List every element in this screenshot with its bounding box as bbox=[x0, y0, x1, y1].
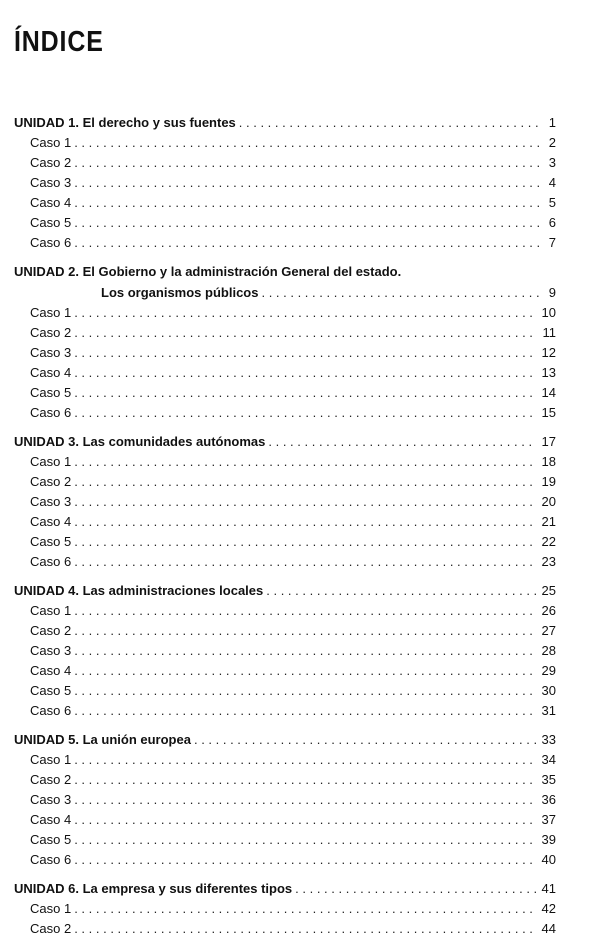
page-number: 36 bbox=[541, 792, 556, 807]
case-label: Caso 3 bbox=[30, 494, 72, 509]
toc-unit-4 bbox=[14, 580, 556, 721]
toc-case-entry[interactable] bbox=[14, 641, 556, 661]
toc-case-entry[interactable] bbox=[14, 233, 556, 253]
dot-leader bbox=[74, 492, 535, 512]
unit-title: UNIDAD 5. La unión europea bbox=[14, 732, 191, 747]
case-label: Caso 2 bbox=[30, 623, 72, 638]
dot-leader bbox=[194, 729, 536, 750]
dot-leader bbox=[74, 532, 535, 552]
toc-case-entry[interactable] bbox=[14, 770, 556, 790]
page-number: 3 bbox=[548, 155, 556, 170]
toc-case-entry[interactable] bbox=[14, 343, 556, 363]
page-number: 34 bbox=[541, 752, 556, 767]
toc-case-entry[interactable] bbox=[14, 899, 556, 919]
case-label: Caso 3 bbox=[30, 792, 72, 807]
page-number: 42 bbox=[541, 901, 556, 916]
toc-case-entry[interactable] bbox=[14, 452, 556, 472]
page-number: 25 bbox=[541, 583, 556, 598]
unit-title: UNIDAD 3. Las comunidades autónomas bbox=[14, 434, 266, 449]
dot-leader bbox=[74, 213, 539, 233]
page-number: 30 bbox=[541, 683, 556, 698]
dot-leader bbox=[239, 112, 543, 133]
case-label: Caso 3 bbox=[30, 643, 72, 658]
dot-leader bbox=[268, 431, 535, 452]
toc-case-entry[interactable] bbox=[14, 810, 556, 830]
toc-case-entry[interactable] bbox=[14, 532, 556, 552]
toc-case-entry[interactable] bbox=[14, 403, 556, 423]
dot-leader bbox=[261, 282, 542, 303]
page-number: 27 bbox=[541, 623, 556, 638]
case-label: Caso 6 bbox=[30, 235, 72, 250]
toc-case-entry[interactable] bbox=[14, 750, 556, 770]
case-label: Caso 1 bbox=[30, 454, 72, 469]
case-label: Caso 4 bbox=[30, 812, 72, 827]
case-label: Caso 1 bbox=[30, 135, 72, 150]
toc-unit-6 bbox=[14, 878, 556, 939]
page-number: 44 bbox=[541, 921, 556, 936]
case-label: Caso 5 bbox=[30, 832, 72, 847]
dot-leader bbox=[74, 621, 535, 641]
toc-unit-1 bbox=[14, 112, 556, 253]
dot-leader bbox=[74, 343, 535, 363]
page-number: 15 bbox=[541, 405, 556, 420]
page-number: 13 bbox=[541, 365, 556, 380]
dot-leader bbox=[74, 472, 535, 492]
page-number: 28 bbox=[541, 643, 556, 658]
toc-case-entry[interactable] bbox=[14, 661, 556, 681]
page-number: 9 bbox=[548, 285, 556, 300]
page-number: 23 bbox=[541, 554, 556, 569]
page-number: 35 bbox=[541, 772, 556, 787]
page-number: 31 bbox=[541, 703, 556, 718]
unit-subtitle: Los organismos públicos bbox=[101, 285, 259, 300]
case-label: Caso 4 bbox=[30, 365, 72, 380]
unit-title: UNIDAD 6. La empresa y sus diferentes tipos bbox=[14, 881, 293, 896]
page-number: 40 bbox=[541, 852, 556, 867]
toc-case-entry[interactable] bbox=[14, 701, 556, 721]
toc-unit-entry-line-1[interactable] bbox=[14, 261, 556, 282]
page-number: 2 bbox=[548, 135, 556, 150]
page-number: 20 bbox=[541, 494, 556, 509]
page-number: 4 bbox=[548, 175, 556, 190]
toc-unit-entry[interactable] bbox=[14, 112, 556, 133]
dot-leader bbox=[74, 810, 535, 830]
toc-case-entry[interactable] bbox=[14, 790, 556, 810]
case-label: Caso 6 bbox=[30, 554, 72, 569]
case-label: Caso 4 bbox=[30, 663, 72, 678]
case-label: Caso 2 bbox=[30, 772, 72, 787]
dot-leader bbox=[74, 750, 535, 770]
case-label: Caso 5 bbox=[30, 683, 72, 698]
page-number: 12 bbox=[541, 345, 556, 360]
page-number: 37 bbox=[541, 812, 556, 827]
toc-case-entry[interactable] bbox=[14, 919, 556, 939]
dot-leader bbox=[74, 661, 535, 681]
dot-leader bbox=[74, 681, 535, 701]
page-number: 33 bbox=[541, 732, 556, 747]
dot-leader bbox=[295, 878, 535, 899]
unit-title: UNIDAD 4. Las administraciones locales bbox=[14, 583, 264, 598]
case-label: Caso 6 bbox=[30, 703, 72, 718]
toc-case-entry[interactable] bbox=[14, 193, 556, 213]
page-number: 11 bbox=[542, 325, 556, 340]
dot-leader bbox=[74, 173, 539, 193]
dot-leader bbox=[74, 452, 535, 472]
case-label: Caso 2 bbox=[30, 155, 72, 170]
case-label: Caso 1 bbox=[30, 901, 72, 916]
case-label: Caso 6 bbox=[30, 405, 72, 420]
page-number: 1 bbox=[548, 115, 556, 130]
toc-case-entry[interactable] bbox=[14, 552, 556, 572]
case-label: Caso 1 bbox=[30, 603, 72, 618]
toc-unit-5 bbox=[14, 729, 556, 870]
dot-leader bbox=[74, 153, 539, 173]
toc-case-entry[interactable] bbox=[14, 133, 556, 153]
toc-case-entry[interactable] bbox=[14, 850, 556, 870]
dot-leader bbox=[74, 133, 539, 153]
toc-case-entry[interactable] bbox=[14, 830, 556, 850]
page-number: 21 bbox=[541, 514, 556, 529]
dot-leader bbox=[74, 601, 535, 621]
case-label: Caso 4 bbox=[30, 195, 72, 210]
toc-case-entry[interactable] bbox=[14, 601, 556, 621]
page-number: 41 bbox=[541, 881, 556, 896]
toc-unit-entry-line-2[interactable] bbox=[14, 282, 556, 303]
page-title: ÍNDICE bbox=[14, 26, 104, 58]
toc-case-entry[interactable] bbox=[14, 173, 556, 193]
dot-leader bbox=[74, 701, 535, 721]
page-number: 17 bbox=[541, 434, 556, 449]
case-label: Caso 4 bbox=[30, 514, 72, 529]
case-label: Caso 5 bbox=[30, 385, 72, 400]
toc-unit-entry[interactable] bbox=[14, 580, 556, 601]
dot-leader bbox=[74, 403, 535, 423]
toc-case-entry[interactable] bbox=[14, 681, 556, 701]
page-number: 6 bbox=[548, 215, 556, 230]
toc-unit-3 bbox=[14, 431, 556, 572]
toc-case-entry[interactable] bbox=[14, 363, 556, 383]
case-label: Caso 6 bbox=[30, 852, 72, 867]
dot-leader bbox=[74, 899, 535, 919]
dot-leader bbox=[74, 850, 535, 870]
dot-leader bbox=[74, 363, 535, 383]
dot-leader bbox=[74, 323, 536, 343]
dot-leader bbox=[74, 790, 535, 810]
dot-leader bbox=[74, 830, 535, 850]
page-number: 5 bbox=[548, 195, 556, 210]
dot-leader bbox=[74, 919, 535, 939]
case-label: Caso 3 bbox=[30, 345, 72, 360]
toc-unit-entry[interactable] bbox=[14, 878, 556, 899]
case-label: Caso 2 bbox=[30, 474, 72, 489]
page-number: 18 bbox=[541, 454, 556, 469]
dot-leader bbox=[74, 383, 535, 403]
dot-leader bbox=[74, 303, 535, 323]
page-number: 26 bbox=[541, 603, 556, 618]
toc-case-entry[interactable] bbox=[14, 512, 556, 532]
case-label: Caso 5 bbox=[30, 534, 72, 549]
dot-leader bbox=[74, 552, 535, 572]
toc-case-entry[interactable] bbox=[14, 472, 556, 492]
toc-case-entry[interactable] bbox=[14, 153, 556, 173]
dot-leader bbox=[74, 641, 535, 661]
dot-leader bbox=[74, 233, 539, 253]
dot-leader bbox=[266, 580, 535, 601]
table-of-contents bbox=[14, 112, 556, 947]
case-label: Caso 1 bbox=[30, 305, 72, 320]
toc-case-entry[interactable] bbox=[14, 383, 556, 403]
dot-leader bbox=[74, 512, 535, 532]
page-number: 10 bbox=[541, 305, 556, 320]
page-number: 7 bbox=[548, 235, 556, 250]
case-label: Caso 2 bbox=[30, 921, 72, 936]
toc-case-entry[interactable] bbox=[14, 303, 556, 323]
page-number: 22 bbox=[541, 534, 556, 549]
case-label: Caso 1 bbox=[30, 752, 72, 767]
page-number: 14 bbox=[541, 385, 556, 400]
case-label: Caso 2 bbox=[30, 325, 72, 340]
page-number: 19 bbox=[541, 474, 556, 489]
case-label: Caso 3 bbox=[30, 175, 72, 190]
case-label: Caso 5 bbox=[30, 215, 72, 230]
dot-leader bbox=[74, 770, 535, 790]
toc-unit-2 bbox=[14, 261, 556, 423]
unit-title: UNIDAD 2. El Gobierno y la administración General del estado. bbox=[14, 264, 402, 279]
unit-title: UNIDAD 1. El derecho y sus fuentes bbox=[14, 115, 236, 130]
toc-unit-entry[interactable] bbox=[14, 729, 556, 750]
toc-unit-entry[interactable] bbox=[14, 431, 556, 452]
toc-case-entry[interactable] bbox=[14, 323, 556, 343]
page-number: 29 bbox=[541, 663, 556, 678]
toc-case-entry[interactable] bbox=[14, 621, 556, 641]
page-number: 39 bbox=[541, 832, 556, 847]
dot-leader bbox=[74, 193, 539, 213]
toc-case-entry[interactable] bbox=[14, 213, 556, 233]
toc-case-entry[interactable] bbox=[14, 492, 556, 512]
